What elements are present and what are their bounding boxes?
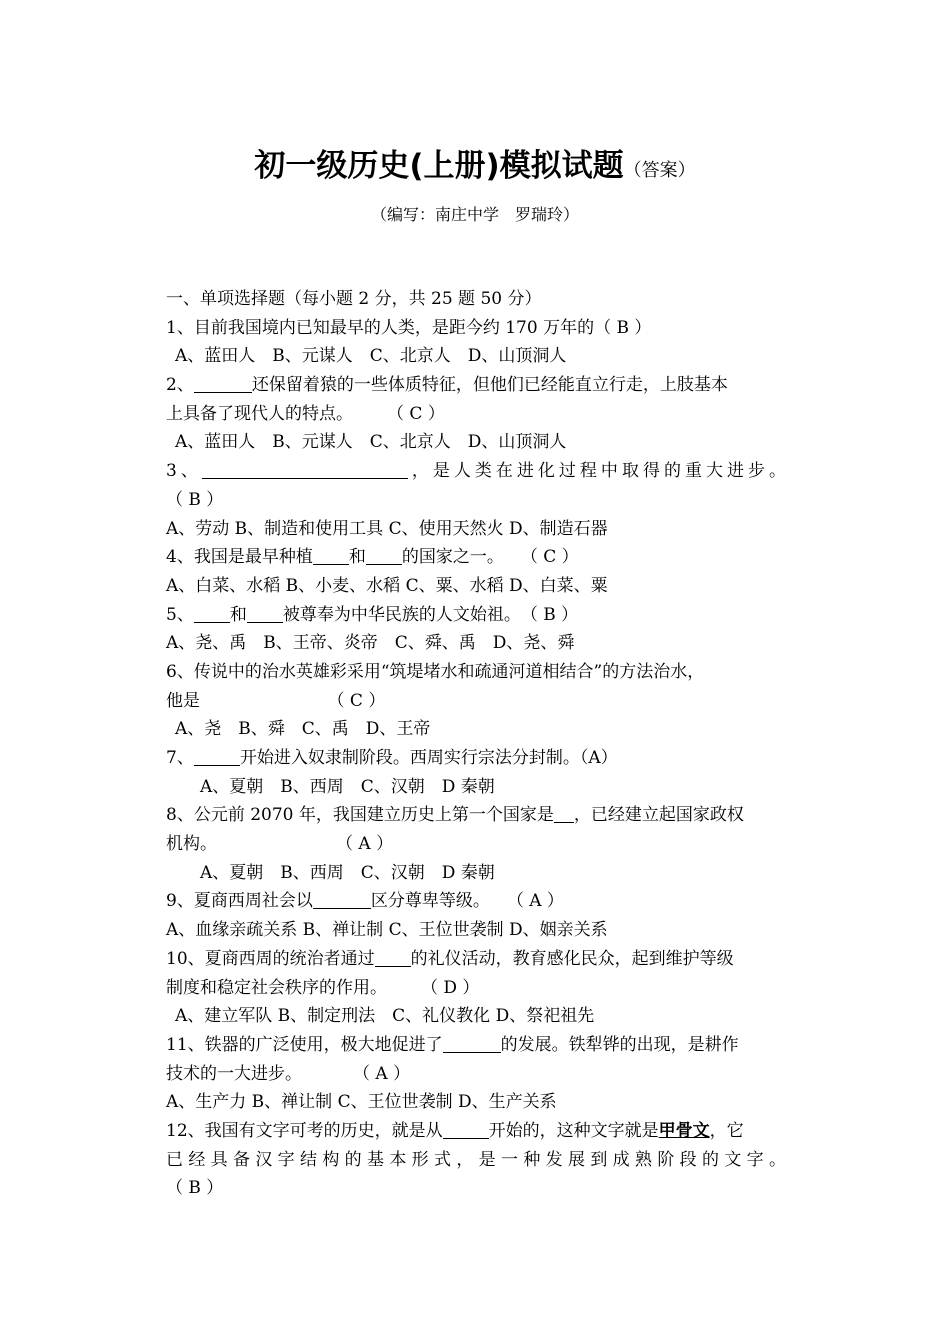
- question-5-text-b: 和: [229, 604, 247, 625]
- question-1-options: A、蓝田人 B、元谋人 C、北京人 D、山顶洞人: [175, 346, 567, 367]
- question-3-answer: （ B ）: [166, 489, 224, 510]
- question-9-text-a: 9、夏商西周社会以: [166, 891, 313, 912]
- question-4-text-c: 的国家之一。 （ C ）: [401, 547, 579, 568]
- question-9-options: A、血缘亲疏关系 B、禅让制 C、王位世袭制 D、姻亲关系: [166, 920, 608, 941]
- answer-blank: [202, 460, 408, 479]
- question-11-text-a: 11、铁器的广泛使用，极大地促进了: [166, 1034, 443, 1055]
- page-title: 初一级历史(上册)模拟试题: [254, 148, 624, 184]
- question-1: 1、目前我国境内已知最早的人类，是距今约 170 万年的（ B ）: [166, 317, 652, 338]
- answer-blank: [554, 804, 574, 823]
- answer-blank: [194, 747, 240, 766]
- question-4: [166, 543, 786, 572]
- question-5-text-c: 被尊奉为中华民族的人文始祖。 （ B ）: [282, 604, 579, 625]
- question-8: [166, 801, 786, 830]
- question-5: [166, 601, 786, 630]
- question-10-line-2: 制度和稳定社会秩序的作用。 （ D ）: [166, 977, 480, 998]
- question-7: [166, 744, 786, 773]
- question-9-text-b: 区分尊卑等级。 （ A ）: [370, 891, 564, 912]
- answer-blank: [313, 890, 371, 909]
- question-10: [166, 945, 786, 974]
- question-11: [166, 1031, 786, 1060]
- question-2-options: A、蓝田人 B、元谋人 C、北京人 D、山顶洞人: [175, 432, 567, 453]
- answer-blank: [375, 948, 411, 967]
- question-3-options: A、劳动 B、制造和使用工具 C、使用天然火 D、制造石器: [166, 518, 608, 539]
- question-2-number: 2、: [166, 375, 194, 396]
- question-2-text: 还保留着猿的一些体质特征，但他们已经能直立行走，上肢基本: [251, 375, 728, 396]
- question-12: [166, 1117, 786, 1146]
- question-11-line-2: 技术的一大进步。 （ A ）: [166, 1063, 411, 1084]
- question-7-number: 7、: [166, 748, 194, 768]
- question-12-text-b: 开始的，这种文字就是: [488, 1120, 659, 1141]
- answer-blank: [443, 1120, 489, 1139]
- question-4-text-b: 和: [348, 547, 366, 568]
- title-note: （答案）: [623, 160, 696, 181]
- question-12-keyword: 甲骨文: [658, 1120, 710, 1141]
- exam-content: [166, 285, 786, 1203]
- question-8-text-b: ，已经建立起国家政权: [573, 805, 744, 826]
- question-4-text-a: 4、我国是最早种植: [166, 547, 313, 568]
- section-heading: 一、单项选择题（每小题 2 分，共 25 题 50 分）: [166, 289, 542, 309]
- question-12-answer: （ B ）: [166, 1178, 224, 1199]
- question-12-text-a: 12、我国有文字可考的历史，就是从: [166, 1120, 443, 1141]
- question-3-number: 3、: [166, 461, 202, 482]
- question-12-text-c: ，它: [709, 1120, 744, 1141]
- question-8-text-a: 8、公元前 2070 年，我国建立历史上第一个国家是: [166, 805, 554, 826]
- question-8-line-2: 机构。 （ A ）: [166, 834, 394, 855]
- question-5-options: A、尧、禹 B、王帝、炎帝 C、舜、禹 D、尧、舜: [166, 633, 575, 654]
- question-3-text: ，是人类在进化过程中取得的重大进步。: [407, 461, 786, 482]
- answer-blank: [313, 546, 349, 565]
- answer-blank: [366, 546, 402, 565]
- question-3: [166, 457, 786, 486]
- answer-blank: [247, 604, 283, 623]
- question-4-options: A、白菜、水稻 B、小麦、水稻 C、粟、水稻 D、白菜、粟: [166, 575, 608, 596]
- title-block: [0, 140, 950, 185]
- question-6-options: A、尧 B、舜 C、禹 D、王帝: [175, 719, 431, 740]
- answer-blank: [443, 1034, 501, 1053]
- question-8-options: A、夏朝 B、西周 C、汉朝 D 秦朝: [200, 862, 495, 883]
- question-6-line-2: 他是 （ C ）: [166, 690, 386, 711]
- question-11-text-b: 的发展。铁犁铧的出现，是耕作: [500, 1034, 739, 1055]
- question-2-line-2: 上具备了现代人的特点。 （ C ）: [166, 403, 445, 424]
- question-6: 6、传说中的治水英雄彩采用“筑堤堵水和疏通河道相结合”的方法治水，: [166, 661, 705, 682]
- question-5-text-a: 5、: [166, 604, 194, 625]
- answer-blank: [194, 374, 252, 393]
- question-12-line-2: 已经具备汉字结构的基本形式，是一种发展到成熟阶段的文字。: [166, 1149, 786, 1170]
- question-10-text-b: 的礼仪活动，教育感化民众，起到维护等级: [410, 948, 734, 969]
- answer-blank: [194, 604, 230, 623]
- question-9: [166, 887, 786, 916]
- question-7-options: A、夏朝 B、西周 C、汉朝 D 秦朝: [200, 776, 495, 797]
- question-10-options: A、建立军队 B、制定刑法 C、礼仪教化 D、祭祀祖先: [175, 1006, 595, 1027]
- author-line: （编写：南庄中学 罗瑞玲）: [370, 205, 579, 224]
- question-10-text-a: 10、夏商西周的统治者通过: [166, 948, 375, 969]
- question-2: [166, 371, 786, 400]
- question-7-text: 开始进入奴隶制阶段。西周实行宗法分封制。（A）: [239, 748, 618, 768]
- question-11-options: A、生产力 B、禅让制 C、王位世袭制 D、生产关系: [166, 1092, 557, 1113]
